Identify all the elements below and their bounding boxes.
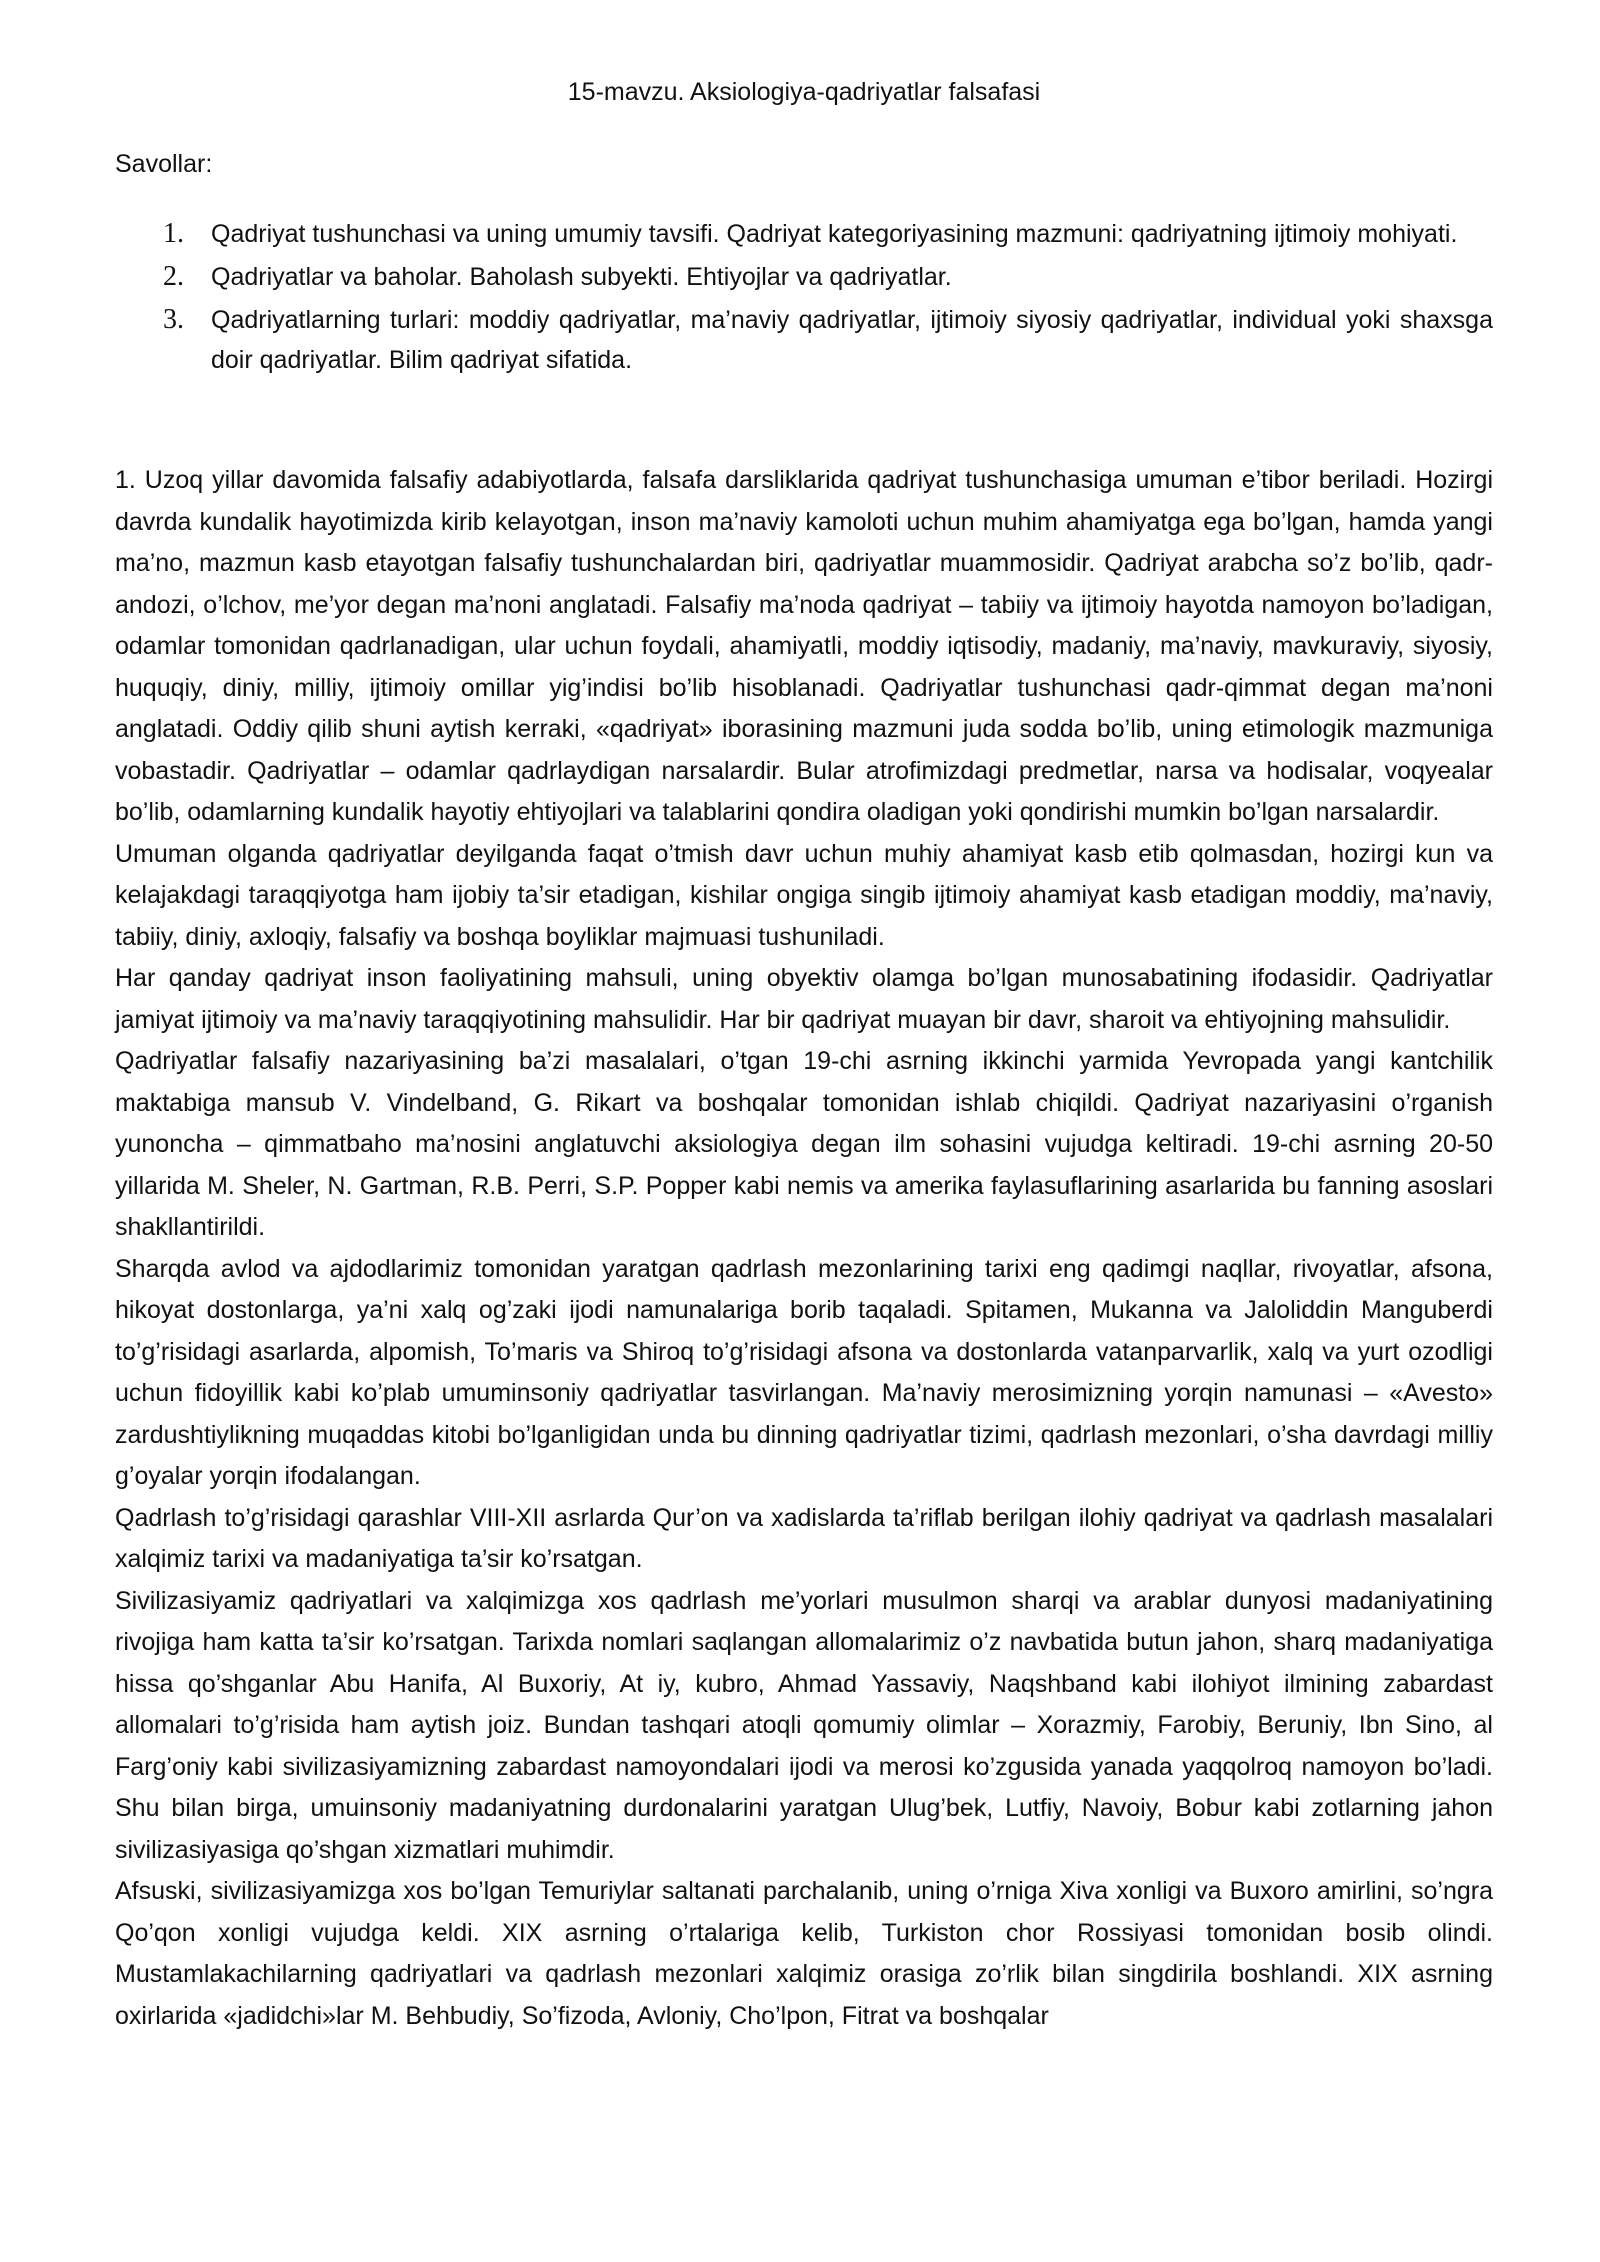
question-text: Qadriyatlar va baholar. Baholash subyekti. Ehtiyojlar va qadriyatlar. (211, 263, 952, 291)
body-text (115, 460, 1493, 2037)
paragraph: Har qanday qadriyat inson faoliyatining mahsuli, uning obyektiv olamga bo’lgan munosabatining ifodasidir. Qadriyatlar jamiyat ijtimoiy va ma’naviy taraqqiyotining mahsulidir. Har bir qadriyat muayan bir davr, sharoit va ehtiyojning mahsulidir. (115, 964, 1493, 1034)
paragraph: Qadrlash to’g’risidagi qarashlar VIII-XII asrlarda Qur’on va xadislarda ta’riflab berilgan ilohiy qadriyat va qadrlash masalalari xalqimiz tarixi va madaniyatiga ta’sir ko’rsatgan. (115, 1503, 1493, 1573)
paragraph: Afsuski, sivilizasiyamizga xos bo’lgan Temuriylar saltanati parchalanib, uning o’rniga Xiva xonligi va Buxoro amirlini, so’ngra Qo’qon xonligi vujudga keldi. XIX asrning o’rtalariga kelib, Turkiston chor Rossiyasi tomonidan bosib olindi. Mustamlakachilarning qadriyatlari va qadrlash mezonlari xalqimiz orasiga zo’rlik bilan singdirila boshlandi. XIX asrning oxirlarida «jadidchi»lar M. Behbudiy, So’fizoda, Avloniy, Cho’lpon, Fitrat va boshqalar (115, 1877, 1493, 2030)
paragraph: Umuman olganda qadriyatlar deyilganda faqat o’tmish davr uchun muhiy ahamiyat kasb etib qolmasdan, hozirgi kun va kelajakdagi taraqqiyotga ham ijobiy ta’sir etadigan, kishilar ongiga singib ijtimoiy ahamiyat kasb etadigan moddiy, ma’naviy, tabiiy, diniy, axloqiy, falsafiy va boshqa boyliklar majmuasi tushuniladi. (115, 839, 1493, 951)
paragraph: Qadriyatlar falsafiy nazariyasining ba’zi masalalari, o’tgan 19-chi asrning ikkinchi yarmida Yevropada yangi kantchilik maktabiga mansub V. Vindelband, G. Rikart va boshqalar tomonidan ishlab chiqildi. Qadriyat nazariyasini o’rganish yunoncha – qimmatbaho ma’nosini anglatuvchi aksiologiya degan ilm sohasini vujudga keltiradi. 19-chi asrning 20-50 yillarida M. Sheler, N. Gartman, R.B. Perri, S.P. Popper kabi nemis va amerika faylasuflarining asarlarida bu fanning asoslari shakllantirildi. (115, 1047, 1493, 1241)
paragraph: Sivilizasiyamiz qadriyatlari va xalqimizga xos qadrlash me’yorlari musulmon sharqi va arablar dunyosi madaniyatining rivojiga ham katta ta’sir ko’rsatgan. Tarixda nomlari saqlangan allomalarimiz o’z navbatida butun jahon, sharq madaniyatiga hissa qo’shganlar Abu Hanifa, Al Buxoriy, At iy, kubro, Ahmad Yassaviy, Naqshband kabi ilohiyot ilmining zabardast allomalari to’g’risida ham aytish joiz. Bundan tashqari atoqli qomumiy olimlar – Xorazmiy, Farobiy, Beruniy, Ibn Sino, al Farg’oniy kabi sivilizasiyamizning zabardast namoyondalari ijodi va merosi ko’zgusida yanada yaqqolroq namoyon bo’ladi. Shu bilan birga, umuinsoniy madaniyatning durdonalarini yaratgan Ulug’bek, Lutfiy, Navoiy, Bobur kabi zotlarning jahon sivilizasiyasiga qo’shgan xizmatlari muhimdir. (115, 1586, 1493, 1864)
question-item-3 (115, 300, 1493, 380)
question-number: 2. (163, 261, 184, 292)
question-number: 3. (163, 304, 184, 335)
questions-list (115, 214, 1493, 383)
question-item-1 (115, 214, 1493, 254)
document-title: 15-mavzu. Aksiologiya-qadriyatlar falsafasi (567, 78, 1041, 106)
paragraph: Sharqda avlod va ajdodlarimiz tomonidan yaratgan qadrlash mezonlarining tarixi eng qadimgi naqllar, rivoyatlar, afsona, hikoyat dostonlarga, ya’ni xalq og’zaki ijodi namunalariga borib taqaladi. Spitamen, Mukanna va Jaloliddin Manguberdi to’g’risidagi asarlarda, alpomish, To’maris va Shiroq to’g’risidagi afsona va dostonlarda vatanparvarlik, xalq va yurt ozodligi uchun fidoyillik kabi ko’plab umuminsoniy qadriyatlar tasvirlangan. Ma’naviy merosimizning yorqin namunasi – «Avesto» zardushtiylikning muqaddas kitobi bo’lganligidan unda bu dinning qadriyatlar tizimi, qadrlash mezonlari, o’sha davrdagi milliy g’oyalar yorqin ifodalangan. (115, 1254, 1493, 1490)
question-text: Qadriyat tushunchasi va uning umumiy tavsifi. Qadriyat kategoriyasining mazmuni: qadriyatning ijtimoiy mohiyati. (211, 220, 1458, 248)
question-item-2 (115, 257, 1493, 297)
question-number: 1. (163, 218, 184, 249)
questions-label: Savollar: (115, 150, 213, 178)
question-text: Qadriyatlarning turlari: moddiy qadriyatlar, ma’naviy qadriyatlar, ijtimoiy siyosiy qadriyatlar, individual yoki shaxsga doir qadriyatlar. Bilim qadriyat sifatida. (211, 306, 1493, 374)
paragraph: 1. Uzoq yillar davomida falsafiy adabiyotlarda, falsafa darsliklarida qadriyat tushunchasiga umuman e’tibor beriladi. Hozirgi davrda kundalik hayotimizda kirib kelayotgan, inson ma’naviy kamoloti uchun muhim ahamiyatga ega bo’lgan, hamda yangi ma’no, mazmun kasb etayotgan falsafiy tushunchalardan biri, qadriyatlar muammosidir. Qadriyat arabcha so’z bo’lib, qadr-andozi, o’lchov, me’yor degan ma’noni anglatadi. Falsafiy ma’noda qadriyat – tabiiy va ijtimoiy hayotda namoyon bo’ladigan, odamlar tomonidan qadrlanadigan, ular uchun foydali, ahamiyatli, moddiy iqtisodiy, madaniy, ma’naviy, mavkuraviy, siyosiy, huquqiy, diniy, milliy, ijtimoiy omillar yig’indisi bo’lib hisoblanadi. Qadriyatlar tushunchasi qadr-qimmat degan ma’noni anglatadi. Oddiy qilib shuni aytish kerraki, «qadriyat» iborasining mazmuni juda sodda bo’lib, uning etimologik mazmuniga vobastadir. Qadriyatlar – odamlar qadrlaydigan narsalardir. Bular atrofimizdagi predmetlar, narsa va hodisalar, voqyealar bo’lib, odamlarning kundalik hayotiy ehtiyojlari va talablarini qondira oladigan yoki qondirishi mumkin bo’lgan narsalardir. (115, 466, 1493, 826)
